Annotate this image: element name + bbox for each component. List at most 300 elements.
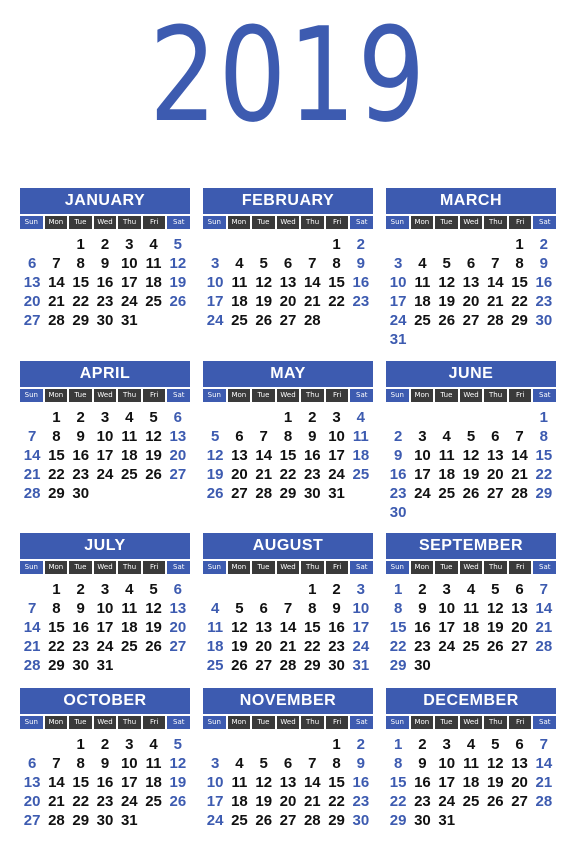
day-cell: 29 bbox=[389, 812, 407, 829]
day-cell: 21 bbox=[303, 293, 321, 310]
weekday-label: Mon bbox=[411, 389, 434, 402]
day-cell: 8 bbox=[52, 600, 61, 617]
day-cell: 29 bbox=[303, 657, 321, 674]
day-cell: 4 bbox=[235, 755, 244, 772]
weekday-label: Tue bbox=[435, 716, 458, 729]
day-cell: 11 bbox=[207, 619, 224, 636]
day-cell: 5 bbox=[235, 600, 244, 617]
day-cell: 27 bbox=[279, 312, 297, 329]
day-cell: 7 bbox=[308, 255, 317, 272]
day-cell: 2 bbox=[393, 428, 403, 445]
day-cell: 13 bbox=[511, 600, 528, 617]
day-cell: 14 bbox=[48, 774, 65, 791]
weekday-label: Fri bbox=[326, 561, 349, 574]
day-cell: 7 bbox=[27, 428, 37, 445]
day-cell: 8 bbox=[76, 755, 85, 772]
day-cell: 10 bbox=[96, 428, 114, 445]
weekday-label: Tue bbox=[69, 716, 92, 729]
day-cell: 19 bbox=[169, 774, 187, 791]
weekday-label: Sat bbox=[533, 561, 556, 574]
day-cell: 30 bbox=[414, 657, 431, 674]
day-cell: 2 bbox=[308, 409, 317, 426]
empty-cell bbox=[203, 235, 227, 254]
day-cell: 1 bbox=[283, 409, 293, 426]
day-cell: 31 bbox=[120, 312, 138, 329]
day-cell: 6 bbox=[259, 600, 268, 617]
day-cell: 25 bbox=[438, 485, 456, 502]
weekday-label: Wed bbox=[94, 389, 117, 402]
day-cell: 15 bbox=[48, 447, 65, 464]
empty-cell bbox=[227, 735, 251, 754]
weekday-label: Thu bbox=[484, 716, 507, 729]
day-cell: 27 bbox=[511, 793, 528, 810]
day-cell: 17 bbox=[120, 274, 138, 291]
day-cell: 21 bbox=[23, 638, 41, 655]
empty-cell bbox=[203, 735, 227, 754]
weekday-label: Thu bbox=[484, 389, 507, 402]
weekday-label: Sun bbox=[203, 216, 226, 229]
day-cell: 8 bbox=[283, 428, 293, 445]
empty-cell bbox=[20, 235, 44, 254]
day-cell: 9 bbox=[100, 255, 110, 272]
day-cell: 27 bbox=[23, 312, 41, 329]
weekday-label: Tue bbox=[252, 389, 275, 402]
day-cell: 17 bbox=[96, 447, 114, 464]
empty-cell bbox=[227, 580, 251, 599]
day-cell: 31 bbox=[120, 812, 138, 829]
day-cell: 12 bbox=[462, 447, 480, 464]
day-cell: 13 bbox=[511, 755, 528, 772]
day-cell: 29 bbox=[48, 485, 65, 502]
weekday-label: Thu bbox=[301, 216, 324, 229]
day-cell: 28 bbox=[48, 812, 65, 829]
day-cell: 8 bbox=[308, 600, 317, 617]
day-cell: 8 bbox=[393, 755, 403, 772]
empty-cell bbox=[20, 735, 44, 754]
empty-cell bbox=[252, 235, 276, 254]
day-cell: 28 bbox=[535, 793, 553, 810]
day-cell: 21 bbox=[303, 793, 321, 810]
day-cell: 8 bbox=[52, 428, 61, 445]
day-cell: 24 bbox=[438, 793, 456, 810]
day-cell: 21 bbox=[255, 466, 273, 483]
day-cell: 8 bbox=[393, 600, 403, 617]
day-cell: 6 bbox=[515, 736, 524, 753]
empty-cell bbox=[459, 408, 483, 427]
day-cell: 26 bbox=[206, 485, 224, 502]
day-cell: 17 bbox=[96, 619, 114, 636]
empty-cell bbox=[227, 235, 251, 254]
day-cell: 16 bbox=[535, 274, 553, 291]
day-cell: 2 bbox=[100, 236, 110, 253]
day-cell: 24 bbox=[414, 485, 431, 502]
day-cell: 31 bbox=[352, 657, 370, 674]
day-cell: 12 bbox=[169, 255, 187, 272]
empty-cell bbox=[410, 235, 434, 254]
day-cell: 12 bbox=[231, 619, 248, 636]
day-cell: 23 bbox=[72, 466, 90, 483]
day-cell: 11 bbox=[231, 774, 248, 791]
day-cell: 20 bbox=[231, 466, 248, 483]
weekday-label: Fri bbox=[509, 216, 532, 229]
day-cell: 23 bbox=[535, 293, 553, 310]
day-cell: 12 bbox=[255, 274, 273, 291]
weekday-label: Sat bbox=[167, 216, 190, 229]
day-cell: 1 bbox=[393, 736, 403, 753]
weekday-header bbox=[20, 716, 190, 729]
day-cell: 29 bbox=[389, 657, 407, 674]
weekday-label: Mon bbox=[228, 389, 251, 402]
day-cell: 18 bbox=[352, 447, 370, 464]
weekday-label: Fri bbox=[326, 389, 349, 402]
day-cell: 5 bbox=[173, 736, 183, 753]
empty-cell bbox=[386, 408, 410, 427]
day-cell: 21 bbox=[48, 293, 65, 310]
day-cell: 28 bbox=[303, 312, 321, 329]
month-title: JANUARY bbox=[20, 188, 190, 214]
day-cell: 25 bbox=[462, 793, 480, 810]
day-cell: 22 bbox=[48, 638, 65, 655]
day-cell: 20 bbox=[462, 293, 480, 310]
day-cell: 3 bbox=[125, 236, 134, 253]
day-cell: 28 bbox=[48, 312, 65, 329]
day-cell: 29 bbox=[72, 312, 90, 329]
day-cell: 25 bbox=[414, 312, 431, 329]
day-cell: 10 bbox=[206, 274, 224, 291]
day-cell: 10 bbox=[120, 755, 138, 772]
weekday-label: Sat bbox=[167, 716, 190, 729]
day-cell: 5 bbox=[491, 736, 500, 753]
weekday-label: Wed bbox=[94, 716, 117, 729]
month-title: JUNE bbox=[386, 361, 556, 387]
day-cell: 10 bbox=[120, 255, 138, 272]
day-cell: 29 bbox=[279, 485, 297, 502]
weekday-label: Fri bbox=[143, 561, 166, 574]
day-cell: 19 bbox=[255, 793, 273, 810]
day-cell: 30 bbox=[303, 485, 321, 502]
day-cell: 15 bbox=[303, 619, 321, 636]
day-cell: 24 bbox=[438, 638, 456, 655]
month-july bbox=[20, 533, 190, 675]
day-cell: 19 bbox=[486, 619, 504, 636]
day-cell: 26 bbox=[231, 657, 248, 674]
day-cell: 20 bbox=[255, 638, 273, 655]
weekday-header bbox=[20, 216, 190, 229]
day-cell: 26 bbox=[169, 293, 187, 310]
weekday-label: Tue bbox=[252, 716, 275, 729]
day-cell: 10 bbox=[438, 600, 456, 617]
day-cell: 21 bbox=[511, 466, 528, 483]
month-title: AUGUST bbox=[203, 533, 373, 559]
day-cell: 29 bbox=[48, 657, 65, 674]
weekday-header bbox=[20, 561, 190, 574]
day-cell: 18 bbox=[206, 638, 224, 655]
day-cell: 15 bbox=[389, 774, 407, 791]
day-cell: 15 bbox=[328, 274, 345, 291]
day-cell: 7 bbox=[52, 755, 61, 772]
day-cell: 12 bbox=[255, 774, 273, 791]
day-cell: 17 bbox=[206, 793, 224, 810]
day-cell: 14 bbox=[303, 774, 321, 791]
day-cell: 4 bbox=[125, 581, 134, 598]
day-cell: 24 bbox=[96, 638, 114, 655]
month-title: OCTOBER bbox=[20, 688, 190, 714]
day-cell: 4 bbox=[418, 255, 427, 272]
day-cell: 23 bbox=[414, 793, 431, 810]
day-cell: 19 bbox=[255, 293, 273, 310]
weekday-label: Mon bbox=[45, 561, 68, 574]
day-cell: 1 bbox=[332, 736, 341, 753]
empty-cell bbox=[386, 235, 410, 254]
day-cell: 10 bbox=[438, 755, 456, 772]
day-cell: 1 bbox=[76, 236, 85, 253]
day-cell: 27 bbox=[255, 657, 273, 674]
day-cell: 21 bbox=[486, 293, 504, 310]
day-cell: 20 bbox=[23, 293, 41, 310]
year-title: 2019 bbox=[149, 0, 427, 151]
day-cell: 13 bbox=[169, 600, 187, 617]
day-cell: 4 bbox=[125, 409, 134, 426]
month-august bbox=[203, 533, 373, 675]
day-cell: 28 bbox=[535, 638, 553, 655]
day-cell: 27 bbox=[486, 485, 504, 502]
weekday-header bbox=[203, 716, 373, 729]
day-cell: 14 bbox=[303, 274, 321, 291]
weekday-label: Fri bbox=[509, 561, 532, 574]
weekday-label: Thu bbox=[118, 561, 141, 574]
weekday-label: Sat bbox=[533, 389, 556, 402]
day-cell: 24 bbox=[120, 293, 138, 310]
month-title: FEBRUARY bbox=[203, 188, 373, 214]
day-cell: 1 bbox=[52, 581, 61, 598]
weekday-header bbox=[203, 561, 373, 574]
day-cell: 14 bbox=[48, 274, 65, 291]
day-cell: 7 bbox=[515, 428, 524, 445]
day-cell: 19 bbox=[145, 447, 162, 464]
day-cell: 5 bbox=[149, 409, 158, 426]
day-cell: 8 bbox=[539, 428, 549, 445]
weekday-label: Wed bbox=[277, 716, 300, 729]
day-cell: 13 bbox=[23, 774, 41, 791]
day-cell: 13 bbox=[23, 274, 41, 291]
weekday-header bbox=[203, 389, 373, 402]
month-march bbox=[386, 188, 556, 349]
weekday-header bbox=[203, 216, 373, 229]
day-cell: 9 bbox=[76, 600, 85, 617]
day-cell: 12 bbox=[145, 600, 162, 617]
day-cell: 15 bbox=[48, 619, 65, 636]
day-cell: 16 bbox=[72, 447, 90, 464]
day-cell: 14 bbox=[279, 619, 297, 636]
day-cell: 24 bbox=[120, 793, 138, 810]
day-cell: 18 bbox=[462, 774, 480, 791]
day-cell: 27 bbox=[279, 812, 297, 829]
day-cell: 8 bbox=[515, 255, 524, 272]
month-title: APRIL bbox=[20, 361, 190, 387]
day-cell: 27 bbox=[462, 312, 480, 329]
day-cell: 21 bbox=[48, 793, 65, 810]
weekday-header bbox=[386, 216, 556, 229]
day-cell: 2 bbox=[356, 236, 366, 253]
month-title: JULY bbox=[20, 533, 190, 559]
day-cell: 23 bbox=[352, 793, 370, 810]
weekday-label: Thu bbox=[301, 561, 324, 574]
day-cell: 19 bbox=[169, 274, 187, 291]
weekday-label: Tue bbox=[252, 216, 275, 229]
weekday-label: Thu bbox=[118, 389, 141, 402]
weekday-label: Sat bbox=[533, 716, 556, 729]
day-cell: 18 bbox=[414, 293, 431, 310]
day-grid bbox=[386, 408, 556, 522]
day-cell: 15 bbox=[72, 274, 90, 291]
day-cell: 9 bbox=[393, 447, 403, 464]
day-cell: 7 bbox=[539, 736, 549, 753]
weekday-header bbox=[386, 716, 556, 729]
day-cell: 7 bbox=[539, 581, 549, 598]
day-cell: 2 bbox=[539, 236, 549, 253]
day-cell: 31 bbox=[389, 331, 407, 348]
empty-cell bbox=[276, 735, 300, 754]
day-cell: 19 bbox=[145, 619, 162, 636]
weekday-label: Tue bbox=[435, 216, 458, 229]
weekday-label: Tue bbox=[69, 216, 92, 229]
day-cell: 22 bbox=[535, 466, 553, 483]
day-grid bbox=[386, 235, 556, 349]
day-cell: 10 bbox=[206, 774, 224, 791]
month-title: MARCH bbox=[386, 188, 556, 214]
day-cell: 13 bbox=[486, 447, 504, 464]
day-cell: 12 bbox=[145, 428, 162, 445]
weekday-label: Sat bbox=[533, 216, 556, 229]
weekday-label: Fri bbox=[326, 716, 349, 729]
day-cell: 26 bbox=[145, 638, 162, 655]
day-cell: 5 bbox=[491, 581, 500, 598]
day-cell: 1 bbox=[539, 409, 549, 426]
day-cell: 30 bbox=[352, 812, 370, 829]
day-cell: 24 bbox=[206, 812, 224, 829]
day-cell: 23 bbox=[96, 793, 114, 810]
weekday-label: Thu bbox=[301, 389, 324, 402]
day-cell: 1 bbox=[52, 409, 61, 426]
day-cell: 16 bbox=[96, 774, 114, 791]
day-cell: 30 bbox=[535, 312, 553, 329]
day-cell: 26 bbox=[486, 638, 504, 655]
day-cell: 18 bbox=[145, 274, 162, 291]
day-cell: 7 bbox=[491, 255, 500, 272]
day-cell: 11 bbox=[463, 755, 479, 772]
weekday-label: Sat bbox=[167, 561, 190, 574]
weekday-label: Thu bbox=[118, 716, 141, 729]
day-cell: 23 bbox=[303, 466, 321, 483]
day-cell: 18 bbox=[120, 619, 138, 636]
weekday-label: Mon bbox=[45, 389, 68, 402]
day-cell: 17 bbox=[438, 774, 456, 791]
day-grid bbox=[386, 580, 556, 675]
weekday-label: Wed bbox=[460, 561, 483, 574]
day-cell: 22 bbox=[279, 466, 297, 483]
empty-cell bbox=[203, 408, 227, 427]
day-cell: 6 bbox=[515, 581, 524, 598]
day-cell: 20 bbox=[486, 466, 504, 483]
day-cell: 13 bbox=[279, 274, 297, 291]
day-cell: 24 bbox=[96, 466, 114, 483]
day-cell: 16 bbox=[389, 466, 407, 483]
day-cell: 22 bbox=[389, 793, 407, 810]
weekday-label: Fri bbox=[509, 716, 532, 729]
weekday-label: Tue bbox=[435, 561, 458, 574]
day-cell: 30 bbox=[72, 657, 90, 674]
day-cell: 6 bbox=[283, 255, 293, 272]
day-cell: 23 bbox=[328, 638, 345, 655]
day-cell: 4 bbox=[442, 428, 451, 445]
day-cell: 1 bbox=[393, 581, 403, 598]
day-cell: 27 bbox=[169, 466, 187, 483]
day-cell: 13 bbox=[462, 274, 480, 291]
day-cell: 18 bbox=[231, 793, 248, 810]
day-cell: 10 bbox=[96, 600, 114, 617]
day-cell: 4 bbox=[210, 600, 220, 617]
day-cell: 26 bbox=[462, 485, 480, 502]
day-cell: 7 bbox=[27, 600, 37, 617]
day-cell: 1 bbox=[308, 581, 317, 598]
day-cell: 4 bbox=[235, 255, 244, 272]
day-cell: 24 bbox=[352, 638, 370, 655]
day-cell: 17 bbox=[352, 619, 370, 636]
weekday-label: Sun bbox=[203, 716, 226, 729]
weekday-label: Sun bbox=[20, 389, 43, 402]
day-cell: 21 bbox=[535, 774, 553, 791]
empty-cell bbox=[276, 580, 300, 599]
weekday-label: Sun bbox=[203, 389, 226, 402]
day-cell: 12 bbox=[169, 755, 187, 772]
day-cell: 20 bbox=[23, 793, 41, 810]
day-cell: 10 bbox=[389, 274, 407, 291]
day-cell: 23 bbox=[72, 638, 90, 655]
day-cell: 11 bbox=[145, 255, 162, 272]
weekday-label: Tue bbox=[252, 561, 275, 574]
day-cell: 10 bbox=[352, 600, 370, 617]
day-cell: 14 bbox=[486, 274, 504, 291]
day-cell: 21 bbox=[23, 466, 41, 483]
day-cell: 24 bbox=[328, 466, 345, 483]
day-cell: 5 bbox=[259, 255, 268, 272]
day-cell: 23 bbox=[352, 293, 370, 310]
day-cell: 22 bbox=[72, 793, 90, 810]
day-cell: 21 bbox=[535, 619, 553, 636]
day-cell: 15 bbox=[279, 447, 297, 464]
empty-cell bbox=[252, 408, 276, 427]
day-cell: 2 bbox=[76, 581, 85, 598]
month-february bbox=[203, 188, 373, 330]
day-cell: 2 bbox=[418, 581, 427, 598]
day-cell: 10 bbox=[414, 447, 431, 464]
day-cell: 25 bbox=[352, 466, 370, 483]
empty-cell bbox=[435, 408, 459, 427]
weekday-label: Tue bbox=[69, 389, 92, 402]
weekday-label: Wed bbox=[277, 561, 300, 574]
day-cell: 12 bbox=[438, 274, 456, 291]
day-cell: 6 bbox=[27, 255, 37, 272]
day-cell: 14 bbox=[23, 619, 41, 636]
month-april bbox=[20, 361, 190, 503]
day-cell: 14 bbox=[511, 447, 528, 464]
day-grid bbox=[203, 235, 373, 330]
month-title: NOVEMBER bbox=[203, 688, 373, 714]
day-cell: 9 bbox=[418, 600, 427, 617]
weekday-label: Wed bbox=[94, 216, 117, 229]
empty-cell bbox=[459, 235, 483, 254]
day-cell: 6 bbox=[173, 581, 183, 598]
